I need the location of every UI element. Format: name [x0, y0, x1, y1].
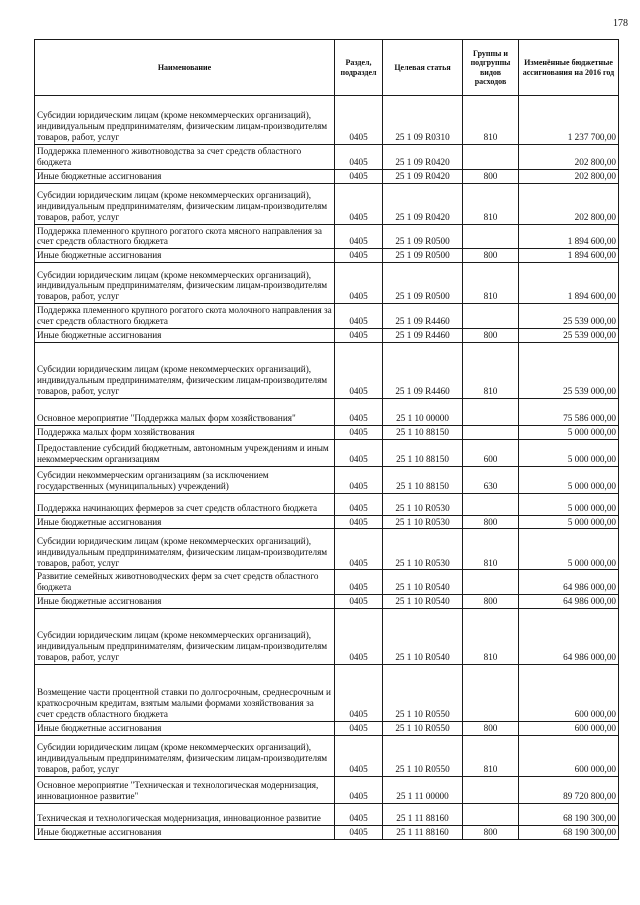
table-row: [35, 722, 619, 736]
table-row: [35, 466, 619, 493]
cell-section: 0405: [335, 439, 383, 466]
table-row: [35, 665, 619, 722]
cell-name: Иные бюджетные ассигнования: [35, 825, 335, 839]
cell-article: 25 1 11 00000: [383, 776, 463, 803]
cell-article: 25 1 09 R4460: [383, 328, 463, 342]
table-row: [35, 825, 619, 839]
cell-name: Предоставление субсидий бюджетным, автономным учреждениям и иным некоммерческим организациям: [35, 439, 335, 466]
cell-name: Иные бюджетные ассигнования: [35, 515, 335, 529]
table-body: [35, 96, 619, 840]
table-row: [35, 328, 619, 342]
cell-section: 0405: [335, 304, 383, 329]
cell-section: 0405: [335, 425, 383, 439]
cell-name: Возмещение части процентной ставки по долгосрочным, среднесрочным и краткосрочным кредитам, взятым малыми формами хозяйствования за счет средств областного бюджета: [35, 665, 335, 722]
cell-group: 800: [463, 722, 519, 736]
cell-section: 0405: [335, 803, 383, 825]
cell-name: Поддержка племенного животноводства за счет средств областного бюджета: [35, 145, 335, 170]
cell-group: 800: [463, 328, 519, 342]
cell-name: Субсидии некоммерческим организациям (за исключением государственных (муниципальных) учреждений): [35, 466, 335, 493]
cell-group: 810: [463, 96, 519, 145]
cell-group: 810: [463, 263, 519, 304]
cell-section: 0405: [335, 529, 383, 570]
cell-amount: 202 800,00: [519, 183, 619, 224]
table-row: [35, 169, 619, 183]
cell-amount: 64 986 000,00: [519, 595, 619, 609]
cell-group: [463, 398, 519, 425]
cell-amount: 202 800,00: [519, 145, 619, 170]
cell-amount: 75 586 000,00: [519, 398, 619, 425]
cell-section: 0405: [335, 183, 383, 224]
cell-amount: 64 986 000,00: [519, 570, 619, 595]
budget-table: [34, 39, 619, 840]
cell-amount: 5 000 000,00: [519, 425, 619, 439]
cell-group: [463, 776, 519, 803]
cell-section: 0405: [335, 665, 383, 722]
cell-name: Иные бюджетные ассигнования: [35, 328, 335, 342]
table-row: [35, 570, 619, 595]
cell-section: 0405: [335, 96, 383, 145]
cell-group: [463, 570, 519, 595]
table-row: [35, 595, 619, 609]
cell-name: Субсидии юридическим лицам (кроме некоммерческих организаций), индивидуальным предпринимателям, физическим лицам-производителям товаров, работ, услуг: [35, 609, 335, 665]
table-row: [35, 183, 619, 224]
cell-name: Иные бюджетные ассигнования: [35, 249, 335, 263]
cell-name: Иные бюджетные ассигнования: [35, 722, 335, 736]
cell-section: 0405: [335, 342, 383, 398]
cell-article: 25 1 10 R0550: [383, 722, 463, 736]
cell-amount: 5 000 000,00: [519, 439, 619, 466]
cell-section: 0405: [335, 825, 383, 839]
cell-group: 800: [463, 825, 519, 839]
cell-article: 25 1 10 R0530: [383, 515, 463, 529]
table-row: [35, 425, 619, 439]
cell-amount: 1 894 600,00: [519, 224, 619, 249]
table-row: [35, 735, 619, 776]
table-row: [35, 249, 619, 263]
cell-article: 25 1 09 R0500: [383, 224, 463, 249]
cell-article: 25 1 10 R0550: [383, 665, 463, 722]
cell-article: 25 1 09 R0310: [383, 96, 463, 145]
table-header-row: [35, 40, 619, 96]
cell-section: 0405: [335, 515, 383, 529]
cell-section: 0405: [335, 570, 383, 595]
cell-amount: 68 190 300,00: [519, 825, 619, 839]
cell-amount: 1 894 600,00: [519, 263, 619, 304]
cell-article: 25 1 10 88150: [383, 439, 463, 466]
cell-amount: 5 000 000,00: [519, 493, 619, 515]
cell-name: Субсидии юридическим лицам (кроме некоммерческих организаций), индивидуальным предпринимателям, физическим лицам-производителям товаров, работ, услуг: [35, 183, 335, 224]
cell-group: [463, 803, 519, 825]
cell-group: 800: [463, 595, 519, 609]
cell-section: 0405: [335, 735, 383, 776]
cell-section: 0405: [335, 493, 383, 515]
cell-name: Поддержка малых форм хозяйствования: [35, 425, 335, 439]
header-amount: Изменённые бюджетные ассигнования на 2016 год: [519, 40, 619, 96]
cell-group: [463, 145, 519, 170]
cell-amount: 25 539 000,00: [519, 328, 619, 342]
cell-amount: 1 894 600,00: [519, 249, 619, 263]
cell-article: 25 1 10 R0550: [383, 735, 463, 776]
cell-name: Поддержка племенного крупного рогатого скота молочного направления за счет средств областного бюджета: [35, 304, 335, 329]
cell-amount: 64 986 000,00: [519, 609, 619, 665]
cell-name: Субсидии юридическим лицам (кроме некоммерческих организаций), индивидуальным предпринимателям, физическим лицам-производителям товаров, работ, услуг: [35, 735, 335, 776]
header-article: Целевая статья: [383, 40, 463, 96]
cell-article: 25 1 10 88150: [383, 466, 463, 493]
cell-amount: 600 000,00: [519, 722, 619, 736]
cell-name: Техническая и технологическая модернизация, инновационное развитие: [35, 803, 335, 825]
cell-name: Субсидии юридическим лицам (кроме некоммерческих организаций), индивидуальным предпринимателям, физическим лицам-производителям товаров, работ, услуг: [35, 342, 335, 398]
table-row: [35, 515, 619, 529]
cell-group: [463, 665, 519, 722]
cell-article: 25 1 09 R0500: [383, 263, 463, 304]
cell-group: 600: [463, 439, 519, 466]
cell-name: Субсидии юридическим лицам (кроме некоммерческих организаций), индивидуальным предпринимателям, физическим лицам-производителям товаров, работ, услуг: [35, 529, 335, 570]
cell-name: Основное мероприятие "Поддержка малых форм хозяйствования": [35, 398, 335, 425]
page-number: 178: [613, 18, 628, 29]
cell-group: [463, 224, 519, 249]
cell-group: 810: [463, 609, 519, 665]
cell-section: 0405: [335, 328, 383, 342]
cell-group: 800: [463, 169, 519, 183]
header-groups: Группы и подгруппы видов расходов: [463, 40, 519, 96]
table-row: [35, 96, 619, 145]
table-row: [35, 609, 619, 665]
cell-article: 25 1 10 88150: [383, 425, 463, 439]
cell-group: 810: [463, 183, 519, 224]
cell-section: 0405: [335, 609, 383, 665]
cell-section: 0405: [335, 169, 383, 183]
cell-article: 25 1 09 R0420: [383, 169, 463, 183]
table-row: [35, 224, 619, 249]
cell-amount: 68 190 300,00: [519, 803, 619, 825]
cell-amount: 202 800,00: [519, 169, 619, 183]
cell-name: Поддержка племенного крупного рогатого скота мясного направления за счет средств областного бюджета: [35, 224, 335, 249]
cell-article: 25 1 10 R0540: [383, 570, 463, 595]
cell-section: 0405: [335, 466, 383, 493]
table-row: [35, 263, 619, 304]
table-row: [35, 145, 619, 170]
table-row: [35, 529, 619, 570]
cell-section: 0405: [335, 398, 383, 425]
cell-section: 0405: [335, 776, 383, 803]
cell-group: 810: [463, 735, 519, 776]
cell-article: 25 1 09 R0420: [383, 183, 463, 224]
cell-name: Иные бюджетные ассигнования: [35, 169, 335, 183]
cell-name: Развитие семейных животноводческих ферм за счет средств областного бюджета: [35, 570, 335, 595]
cell-group: 800: [463, 249, 519, 263]
cell-article: 25 1 10 R0540: [383, 595, 463, 609]
cell-name: Субсидии юридическим лицам (кроме некоммерческих организаций), индивидуальным предпринимателям, физическим лицам-производителям товаров, работ, услуг: [35, 263, 335, 304]
header-name: Наименование: [35, 40, 335, 96]
cell-article: 25 1 11 88160: [383, 803, 463, 825]
cell-amount: 600 000,00: [519, 665, 619, 722]
cell-article: 25 1 09 R0420: [383, 145, 463, 170]
table-row: [35, 304, 619, 329]
cell-article: 25 1 10 R0530: [383, 529, 463, 570]
cell-article: 25 1 10 R0540: [383, 609, 463, 665]
table-row: [35, 439, 619, 466]
cell-section: 0405: [335, 595, 383, 609]
cell-group: [463, 304, 519, 329]
cell-article: 25 1 09 R0500: [383, 249, 463, 263]
cell-name: Субсидии юридическим лицам (кроме некоммерческих организаций), индивидуальным предпринимателям, физическим лицам-производителям товаров, работ, услуг: [35, 96, 335, 145]
cell-section: 0405: [335, 145, 383, 170]
cell-group: [463, 493, 519, 515]
cell-article: 25 1 10 R0530: [383, 493, 463, 515]
cell-article: 25 1 11 88160: [383, 825, 463, 839]
cell-amount: 5 000 000,00: [519, 515, 619, 529]
cell-article: 25 1 09 R4460: [383, 342, 463, 398]
cell-group: 800: [463, 515, 519, 529]
cell-amount: 600 000,00: [519, 735, 619, 776]
cell-group: 630: [463, 466, 519, 493]
cell-section: 0405: [335, 722, 383, 736]
header-section: Раздел, подраздел: [335, 40, 383, 96]
table-row: [35, 776, 619, 803]
cell-name: Иные бюджетные ассигнования: [35, 595, 335, 609]
cell-amount: 5 000 000,00: [519, 529, 619, 570]
cell-group: 810: [463, 529, 519, 570]
table-row: [35, 342, 619, 398]
table-row: [35, 398, 619, 425]
cell-name: Поддержка начинающих фермеров за счет средств областного бюджета: [35, 493, 335, 515]
cell-article: 25 1 09 R4460: [383, 304, 463, 329]
cell-name: Основное мероприятие "Техническая и технологическая модернизация, инновационное развитие": [35, 776, 335, 803]
table-row: [35, 493, 619, 515]
cell-section: 0405: [335, 263, 383, 304]
cell-article: 25 1 10 00000: [383, 398, 463, 425]
cell-section: 0405: [335, 224, 383, 249]
cell-group: [463, 425, 519, 439]
cell-amount: 89 720 800,00: [519, 776, 619, 803]
cell-amount: 25 539 000,00: [519, 304, 619, 329]
cell-amount: 25 539 000,00: [519, 342, 619, 398]
cell-amount: 1 237 700,00: [519, 96, 619, 145]
table-row: [35, 803, 619, 825]
cell-group: 810: [463, 342, 519, 398]
cell-amount: 5 000 000,00: [519, 466, 619, 493]
cell-section: 0405: [335, 249, 383, 263]
